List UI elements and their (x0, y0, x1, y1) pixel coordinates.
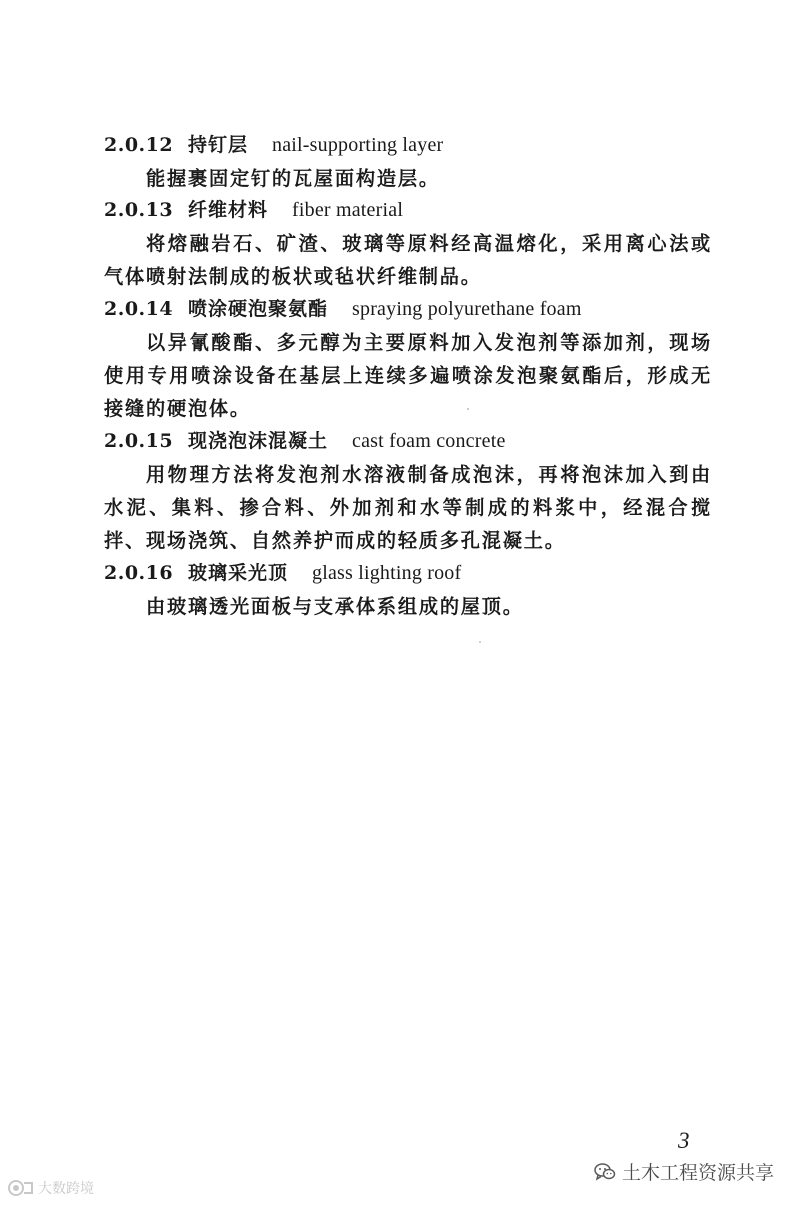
term-heading (104, 198, 403, 222)
term-heading (104, 429, 506, 453)
watermark-left-text: 大数跨境 (38, 1181, 94, 1197)
term-definition: 由玻璃透光面板与支承体系组成的屋顶。 (146, 595, 524, 618)
term-english: cast foam concrete (352, 430, 506, 452)
term-chinese: 现浇泡沫混凝土 (188, 430, 329, 452)
term-definition: 以异氰酸酯、多元醇为主要原料加入发泡剂等添加剂，现场使用专用喷涂设备在基层上连续多遍喷涂发泡聚氨酯后，形成无接缝的硬泡体。 (104, 331, 712, 420)
term-heading (104, 133, 443, 157)
term-number: 2.0.16 (104, 562, 174, 584)
term-heading (104, 561, 461, 585)
term-number: 2.0.14 (104, 298, 174, 320)
term-english: glass lighting roof (312, 562, 462, 584)
term-chinese: 喷涂硬泡聚氨酯 (188, 298, 329, 320)
term-english: nail-supporting layer (272, 134, 444, 156)
term-chinese: 持钉层 (188, 134, 249, 156)
watermark-right-text: 土木工程资源共享 (622, 1162, 775, 1184)
term-chinese: 玻璃采光顶 (188, 562, 289, 584)
term-english: spraying polyurethane foam (352, 298, 582, 320)
term-number: 2.0.15 (104, 430, 174, 452)
watermark-left (6, 1178, 94, 1198)
page-number: 3 (678, 1128, 690, 1153)
scan-speck (479, 641, 481, 643)
term-definition: 将熔融岩石、矿渣、玻璃等原料经高温熔化，采用离心法或气体喷射法制成的板状或毡状纤维制品。 (104, 232, 712, 288)
wechat-icon (594, 1162, 616, 1182)
camera-logo-icon (6, 1178, 36, 1198)
term-definition: 能握裹固定钉的瓦屋面构造层。 (146, 167, 440, 190)
term-number: 2.0.13 (104, 199, 174, 221)
term-chinese: 纤维材料 (188, 199, 269, 221)
scan-speck (467, 408, 469, 410)
term-definition: 用物理方法将发泡剂水溶液制备成泡沫，再将泡沫加入到由水泥、集料、掺合料、外加剂和水等制成的料浆中，经混合搅拌、现场浇筑、自然养护而成的轻质多孔混凝土。 (104, 463, 712, 552)
term-heading (104, 297, 582, 321)
term-number: 2.0.12 (104, 134, 174, 156)
term-english: fiber material (292, 199, 404, 221)
watermark-right (594, 1158, 774, 1185)
